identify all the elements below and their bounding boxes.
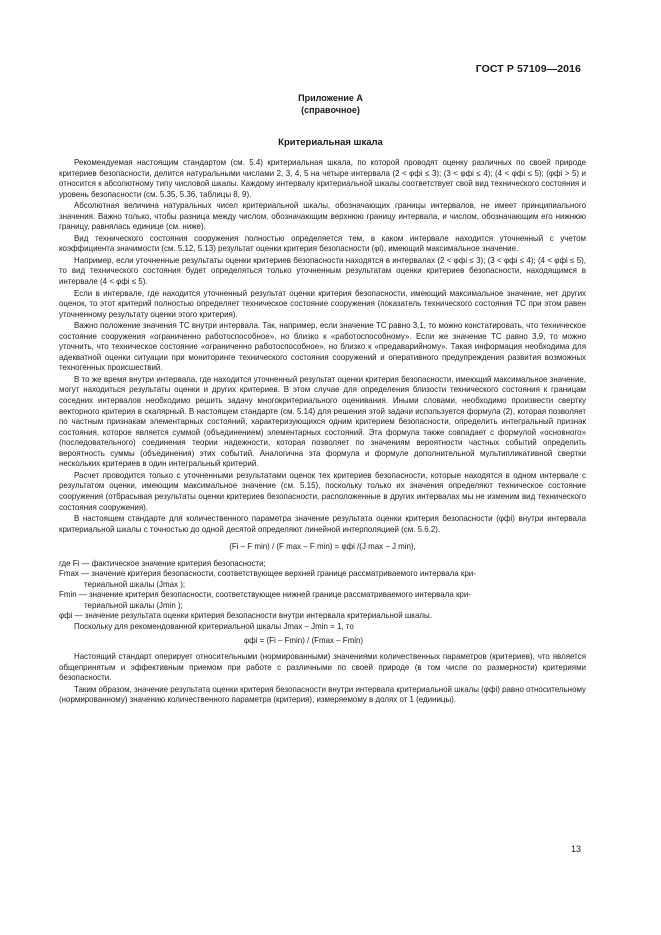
page-number: 13 (570, 844, 581, 854)
paragraph: Например, если уточненные результаты оценки критериев безопасности находятся в интервалах (2 < φфi ≤ 3); (3 < φфi ≤ 4); (4 < φфi ≤ 5), то вид технического состояния будет определяться только уточненным результатам оценки критериев безопасности, находящимся в интервале (4 < φфi ≤ 5). (59, 255, 586, 287)
definition-line: Fmin — значение критерия безопасности, соответствующее нижней границе рассматриваемого интервала кри- (59, 590, 471, 600)
paragraph: В настоящем стандарте для количественного параметра значение результата оценки критерия безопасности (φфi) внутри интервала критериальной шкалы с точностью до одной десятой определяют линейной интерполяцией (см. 5.6.2). (59, 514, 586, 534)
section-title: Критериальная шкала (278, 137, 383, 148)
definition-continuation: териальной шкалы (Jmin ); (84, 600, 183, 610)
annex-title: Приложение А (298, 93, 363, 103)
normalized-formula: φфi = (Fi – Fmin) / (Fmax – Fmin) (244, 635, 364, 645)
standard-code: ГОСТ Р 57109—2016 (475, 63, 581, 75)
definition-line: φфi — значение результата оценки критерия безопасности внутри интервала критериальной шкалы. (59, 611, 432, 621)
paragraph: Если в интервале, где находится уточненный результат оценки критерия безопасности, имеющий максимальное значение, нет других оценок, то этот критерий полностью определяет техническое состояние сооружения (показатель технического состояния ТС при этом равен уточненному результату оценки этого критерия). (59, 288, 586, 319)
paragraph: Абсолютная величина натуральных чисел критериальной шкалы, обозначающих границы интервалов, не имеет принципиального значения. Важно только, чтобы разница между числом, обозначающим верхнюю границу интервала, и числом, обозначающим его нижнюю границу, равнялась единице (см. ниже). (59, 201, 586, 232)
where-clause: где Fi — фактическое значение критерия безопасности; (59, 558, 266, 568)
document-body (59, 158, 586, 707)
paragraph: Вид технического состояния сооружения полностью определяется тем, в каком интервале находится уточненный с учетом коэффициента значимости (см. 5.12, 5.13) результат оценки критерия безопасности (φi), имеющий максимальное значение. (59, 233, 586, 254)
interpolation-formula: (Fi – F min) / (F max – F min) = φфi /(J max – J min), (229, 542, 416, 552)
paragraph: Важно положение значения ТС внутри интервала. Так, например, если значение ТС равно 3,1, то можно констатировать, что техническое состояние сооружения «ограниченно работоспособное», но близко к «работоспособному». Если же значение ТС равно 3,9, то можно уточнить, что техническое состояние «ограниченно работоспособное», но близко к «предаварийному». Такая информация необходима для адекватной оценки ситуации при мониторинге технического состояния сооружений и оперативного предупреждения развития возможных техногенных происшествий. (59, 321, 586, 373)
annex-subtitle: (справочное) (301, 105, 360, 115)
definition-fmin (59, 590, 586, 611)
definition-line: Fmax — значение критерия безопасности, соответствующее верхней границе рассматриваемого интервала кри- (59, 569, 476, 579)
definition-phi (59, 611, 586, 622)
paragraph: Рекомендуемая настоящим стандартом (см. 5.4) критериальная шкала, по которой проводят оценку различных по своей природе критериев безопасности, делится натуральными числами 2, 3, 4, 5 на четыре интервала (2 < φфi ≤ 3); (3 < φфi ≤ 4); (4 < φфi ≤ 5); (φфi > 5) и относится к абсолютному типу числовой шкалы. Каждому интервалу критериальной шкалы соответствует свой вид технического состояния и уровень безопасности (см. 5.35, 5.36, таблицы 8, 9). (59, 158, 586, 199)
paragraph: В то же время внутри интервала, где находится уточненный результат оценки критерия безопасности, имеющий максимальное значение, могут находиться результаты оценки и других критериев. В этом случае для определения близости технического состояния к границам соседних интервалов необходимо решить задачу многокритериального оценивания. Иными словами, необходимо произвести свертку векторного критерия в скалярный. В настоящем стандарте (см. 5.14) для решения этой задачи используется формула (2), которая позволяет по частным признакам элементарных состояний, характеризующихся одним критерием безопасности, определить интегральный признак состояния, которое является суммой (объединением) элементарных состояний. Эта формула также совпадает с формулой «основного» (последовательного) соединения теории надежности, которая позволяет по значениям вероятности частных событий определить вероятность суммы (объединения) этих событий. Аналогична эта формула и формуле дополнительной мультипликативной свертки нескольких критериев в один интегральный критерий. (59, 374, 586, 469)
since-statement: Поскольку для рекомендованной критериальной шкалы Jmax – Jmin = 1, то (74, 621, 354, 631)
paragraph: Расчет проводится только с уточненными результатами оценок тех критериев безопасности, которые находятся в одном интервале с результатом оценки, имеющим максимальное значение (см. 5.15), поскольку только их значения определяют техническое состояние сооружения (отбрасывая результаты оценки критериев безопасности, расположенные в других интервалах мы не изменим вид технического состояния сооружения). (59, 470, 586, 512)
paragraph: Настоящий стандарт оперирует относительными (нормированными) значениями количественных параметров (критериев), что является общепринятым и эффективным приемом при работе с различными по своей природе (в том числе по размерности) критериями безопасности. (59, 652, 586, 683)
paragraph: Таким образом, значение результата оценки критерия безопасности внутри интервала критериальной шкалы (φфi) равно относительному (нормированному) значению количественного параметра (критерия), измеряемому в долях от 1 (единицы). (59, 684, 586, 705)
definition-fmax (59, 569, 586, 590)
annex-heading (0, 92, 661, 116)
definition-continuation: териальной шкалы (Jmax ); (84, 579, 186, 589)
